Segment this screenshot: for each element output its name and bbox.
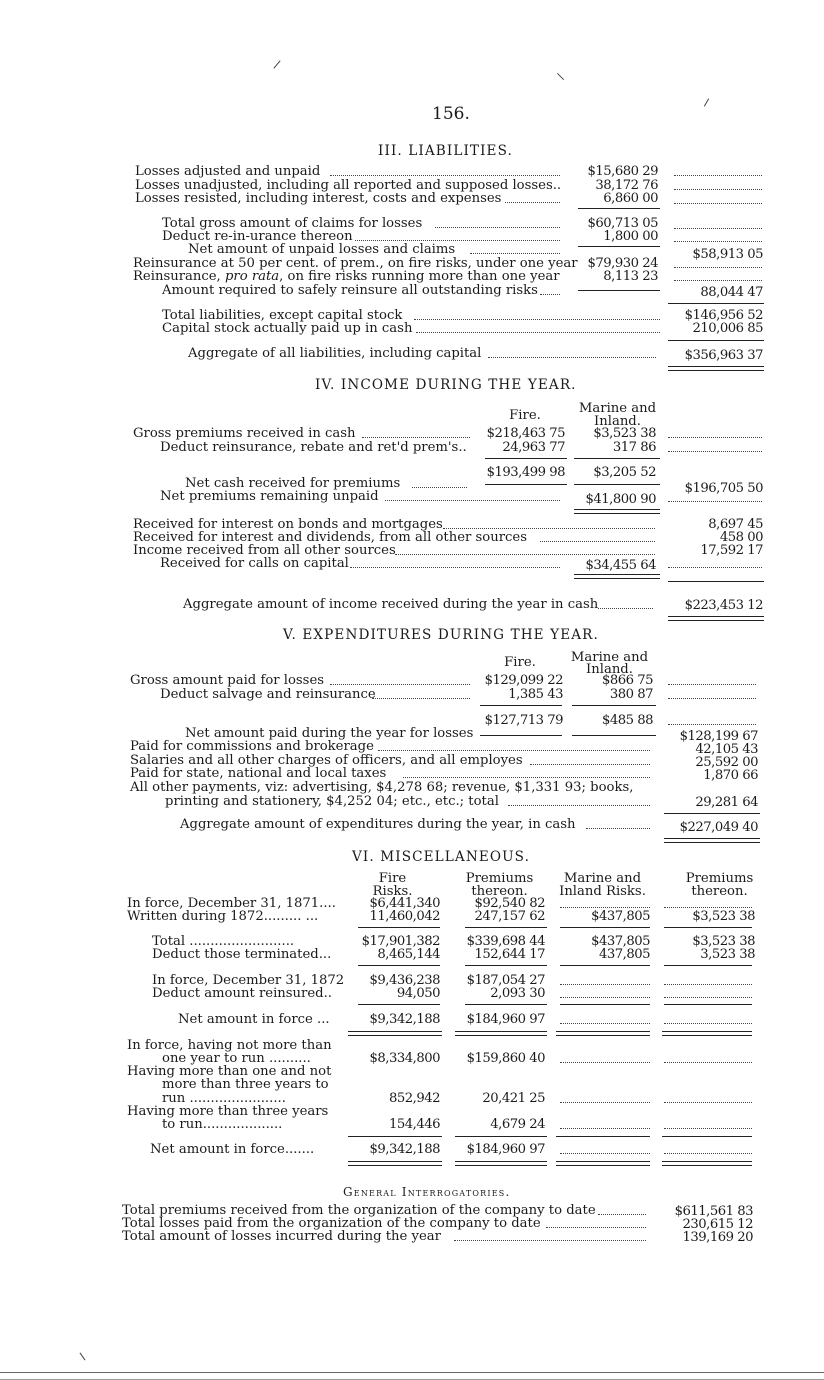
net-cash-label: Net cash received for premiums [185, 476, 401, 491]
net-force-label: Net amount in force....... [150, 1142, 315, 1157]
deduct-prem-fire: 24,963 77 [502, 440, 565, 455]
leader-dots [560, 1102, 650, 1103]
amount-reinsure-total: 88,044 47 [700, 285, 763, 300]
misc-row-label: Written during 1872......... ... [127, 909, 319, 924]
leader-dots [488, 357, 656, 358]
leader-dots [560, 1062, 650, 1063]
scan-edge [0, 1372, 824, 1380]
leader-dots [330, 175, 560, 176]
misc-row-label: Deduct amount reinsured.. [152, 986, 332, 1001]
total-double-rule [348, 1031, 442, 1036]
leader-dots [355, 240, 560, 241]
gen-premiums-label: Total premiums received from the organization of the company to date [122, 1203, 596, 1218]
stray-mark [557, 73, 564, 80]
leader-dots [668, 451, 762, 452]
misc-row-c3: $437,805 [591, 909, 650, 924]
sum-rule [348, 1136, 442, 1137]
losses-adjusted-label: Losses adjusted and unpaid [135, 164, 321, 179]
calls-capital-label: Received for calls on capital [160, 556, 349, 571]
leader-dots [403, 777, 650, 778]
sum-rule [560, 1004, 650, 1005]
force-1-line-b: one year to run .......... [162, 1051, 311, 1066]
aggregate-liabilities-total: $356,963 37 [684, 348, 763, 363]
leader-dots [414, 319, 660, 320]
exp-col-marine-1: Marine and [570, 650, 649, 665]
misc-row-c3: 437,805 [598, 947, 650, 962]
misc-row-label: In force, December 31, 1871.... [127, 896, 336, 911]
total-gross-label: Total gross amount of claims for losses [162, 216, 423, 231]
losses-unadjusted-label: Losses unadjusted, including all reported and supposed losses.. [135, 178, 562, 193]
leader-dots [664, 1023, 752, 1024]
stray-mark [273, 60, 280, 68]
gross-premiums-fire: $218,463 75 [486, 426, 565, 441]
force-3-line-b: to run................... [162, 1117, 283, 1132]
reins-50-value: $79,930 24 [587, 256, 658, 271]
leader-dots [674, 189, 762, 190]
interest-dividends-label: Received for interest and dividends, from all other sources [133, 530, 527, 545]
leader-dots [372, 698, 470, 699]
leader-dots [668, 567, 762, 568]
misc-col2-a: Premiums [465, 871, 534, 886]
interest-bonds-total: 8,697 45 [708, 517, 763, 532]
misc-row-c2: 152,644 17 [474, 947, 545, 962]
leader-dots [470, 253, 560, 254]
sum-rule [480, 705, 562, 706]
leader-dots [546, 1227, 646, 1228]
other-payments-line-2: printing and stationery, $4,252 04; etc., etc.; total [165, 794, 499, 809]
amount-reinsure-label: Amount required to safely reinsure all outstanding risks [162, 283, 538, 298]
gen-losses-incurred-label: Total amount of losses incurred during the year [122, 1229, 441, 1244]
deduct-reinsurance-value: 1,800 00 [603, 229, 658, 244]
leader-dots [412, 487, 467, 488]
leader-dots [443, 528, 655, 529]
leader-dots [586, 828, 650, 829]
total-double-rule [556, 1031, 650, 1036]
sum-rule [668, 340, 764, 341]
total-liabilities-total: $146,956 52 [684, 308, 763, 323]
sum-rule [572, 735, 656, 736]
leader-dots [530, 764, 650, 765]
misc-row-c2: $187,054 27 [466, 973, 545, 988]
aggregate-exp-label: Aggregate amount of expenditures during the year, in cash [180, 817, 576, 832]
leader-dots [560, 1023, 650, 1024]
leader-dots [674, 241, 762, 242]
leader-dots [664, 997, 752, 998]
exp-subtotal-marine: $485 88 [601, 713, 653, 728]
misc-row-c1: $9,342,188 [369, 1012, 440, 1027]
leader-dots [540, 541, 655, 542]
deduct-salvage-marine: 380 87 [609, 687, 653, 702]
gross-premiums-marine: $3,523 38 [593, 426, 656, 441]
force-1-c2: $159,860 40 [466, 1051, 545, 1066]
stray-mark [80, 1353, 86, 1361]
misc-row-label: Deduct those terminated... [152, 947, 332, 962]
net-unpaid-label: Net amount of unpaid losses and claims [188, 242, 456, 257]
income-col-fire: Fire. [509, 408, 541, 423]
force-3-c1: 154,446 [388, 1117, 440, 1132]
deduct-prem-marine: 317 86 [612, 440, 656, 455]
leader-dots [560, 997, 650, 998]
misc-col1-b: Risks. [372, 884, 413, 899]
total-double-rule [348, 1161, 442, 1166]
misc-row-label: Total ......................... [152, 934, 295, 949]
sum-rule [358, 965, 440, 966]
interest-dividends-total: 458 00 [719, 530, 763, 545]
other-sources-total: 17,592 17 [700, 543, 763, 558]
income-col-marine-2: Inland. [594, 414, 641, 429]
misc-col2-b: thereon. [471, 884, 528, 899]
misc-row-c4: $3,523 38 [692, 934, 755, 949]
sum-rule [572, 705, 656, 706]
leader-dots [560, 907, 650, 908]
total-liabilities-label: Total liabilities, except capital stock [162, 308, 403, 323]
leader-dots [664, 1102, 752, 1103]
losses-resisted-value: 6,860 00 [603, 191, 658, 206]
misc-row-c4: 3,523 38 [700, 947, 755, 962]
sum-rule [578, 246, 660, 247]
misc-col3-b: Inland Risks. [559, 884, 646, 899]
misc-col1-a: Fire [378, 871, 407, 886]
gross-losses-label: Gross amount paid for losses [130, 673, 325, 688]
misc-heading: VI. MISCELLANEOUS. [352, 849, 530, 865]
force-2-c2: 20,421 25 [482, 1091, 545, 1106]
leader-dots [362, 437, 470, 438]
net-force-c2: $184,960 97 [466, 1142, 545, 1157]
misc-row-c3: $437,805 [591, 934, 650, 949]
sum-rule [578, 290, 660, 291]
taxes-total: 1,870 66 [703, 768, 758, 783]
capital-stock-label: Capital stock actually paid up in cash [162, 321, 413, 336]
reins-pro-rata-label: Reinsurance, pro rata, on fire risks running more than one year [133, 269, 560, 284]
aggregate-liabilities-label: Aggregate of all liabilities, including capital [188, 346, 482, 361]
leader-dots [668, 698, 756, 699]
income-heading: IV. INCOME DURING THE YEAR. [315, 377, 577, 393]
expenditures-heading: V. EXPENDITURES DURING THE YEAR. [283, 627, 599, 643]
total-double-rule [662, 1031, 752, 1036]
leader-dots [330, 684, 470, 685]
sum-rule [668, 581, 764, 582]
sum-rule [574, 484, 660, 485]
taxes-label: Paid for state, national and local taxes [130, 766, 387, 781]
sum-rule [664, 965, 752, 966]
leader-dots [674, 267, 762, 268]
sum-rule [668, 303, 764, 304]
misc-col4-a: Premiums [685, 871, 754, 886]
sum-rule [578, 208, 660, 209]
deduct-salvage-label: Deduct salvage and reinsurance [160, 687, 376, 702]
sum-rule [664, 927, 752, 928]
other-payments-total: 29,281 64 [695, 795, 758, 810]
sum-rule [664, 1004, 752, 1005]
gen-losses-incurred-total: 139,169 20 [682, 1230, 753, 1245]
leader-dots [674, 280, 762, 281]
force-3-c2: 4,679 24 [490, 1117, 545, 1132]
misc-row-c4: $3,523 38 [692, 909, 755, 924]
total-double-rule [455, 1031, 547, 1036]
total-double-rule [668, 616, 764, 621]
sum-rule [556, 1136, 650, 1137]
leader-dots [508, 805, 650, 806]
sum-rule [455, 1136, 547, 1137]
leader-dots [416, 332, 660, 333]
gross-losses-fire: $129,099 22 [484, 673, 563, 688]
misc-row-c1: $17,901,382 [361, 934, 440, 949]
leader-dots [674, 203, 762, 204]
net-prem-unpaid-label: Net premiums remaining unpaid [160, 489, 379, 504]
total-double-rule [664, 838, 760, 843]
leader-dots [350, 567, 560, 568]
leader-dots [668, 724, 756, 725]
sum-rule [560, 965, 650, 966]
capital-stock-total: 210,006 85 [692, 321, 763, 336]
losses-unadjusted-value: 38,172 76 [595, 178, 658, 193]
sum-rule [662, 1136, 752, 1137]
total-double-rule [668, 366, 764, 371]
misc-row-c2: $339,698 44 [466, 934, 545, 949]
income-subtotal-marine: $3,205 52 [593, 465, 656, 480]
misc-col4-b: thereon. [691, 884, 748, 899]
force-2-c1: 852,942 [388, 1091, 440, 1106]
misc-row-c2: 247,157 62 [474, 909, 545, 924]
aggregate-income-label: Aggregate amount of income received during the year in cash [183, 597, 599, 612]
page-number: 156. [432, 104, 470, 124]
net-losses-total: $128,199 67 [679, 729, 758, 744]
leader-dots [540, 294, 560, 295]
stray-mark [704, 98, 709, 106]
other-sources-label: Income received from all other sources [133, 543, 396, 558]
gross-losses-marine: $866 75 [601, 673, 653, 688]
leader-dots [435, 227, 560, 228]
sum-rule [664, 813, 760, 814]
salaries-total: 25,592 00 [695, 755, 758, 770]
leader-dots [668, 684, 756, 685]
misc-row-c2: 2,093 30 [490, 986, 545, 1001]
deduct-prem-label: Deduct reinsurance, rebate and ret'd prem's.. [160, 440, 467, 455]
gross-premiums-label: Gross premiums received in cash [133, 426, 356, 441]
leader-dots [454, 1240, 646, 1241]
leader-dots [395, 554, 655, 555]
losses-resisted-label: Losses resisted, including interest, costs and expenses [135, 191, 502, 206]
sum-rule [480, 735, 562, 736]
deduct-salvage-fire: 1,385 43 [508, 687, 563, 702]
leader-dots [674, 175, 762, 176]
misc-row-label: In force, December 31, 1872 [152, 973, 345, 988]
leader-dots [664, 984, 752, 985]
commissions-total: 42,105 43 [695, 742, 758, 757]
sum-rule [574, 458, 660, 459]
income-subtotal-fire: $193,499 98 [486, 465, 565, 480]
force-1-line-a: In force, having not more than [127, 1038, 332, 1053]
leader-dots [378, 750, 650, 751]
total-double-rule [455, 1161, 547, 1166]
total-double-rule [574, 509, 660, 514]
gen-premiums-total: $611,561 83 [674, 1204, 753, 1219]
leader-dots [560, 1128, 650, 1129]
net-cash-total: $196,705 50 [684, 481, 763, 496]
total-double-rule [556, 1161, 650, 1166]
exp-col-marine-2: Inland. [586, 662, 633, 677]
leader-dots [664, 1128, 752, 1129]
losses-adjusted-value: $15,680 29 [587, 164, 658, 179]
leader-dots [598, 608, 653, 609]
misc-col3-a: Marine and [563, 871, 642, 886]
force-1-c1: $8,334,800 [369, 1051, 440, 1066]
leader-dots [385, 500, 560, 501]
total-gross-value: $60,713 05 [587, 216, 658, 231]
misc-row-c1: 8,465,144 [377, 947, 440, 962]
interest-bonds-label: Received for interest on bonds and mortgages [133, 517, 443, 532]
reins-50-label: Reinsurance at 50 per cent. of prem., on fire risks, under one year [133, 256, 578, 271]
force-2-line-c: run ....................... [162, 1091, 286, 1106]
commissions-label: Paid for commissions and brokerage [130, 739, 374, 754]
income-col-marine-1: Marine and [578, 401, 657, 416]
sum-rule [465, 965, 547, 966]
deduct-reinsurance-label: Deduct re-in-urance thereon [162, 229, 353, 244]
leader-dots [505, 202, 560, 203]
reins-pro-rata-value: 8,113 23 [603, 269, 658, 284]
gen-losses-paid-label: Total losses paid from the organization of the company to date [122, 1216, 541, 1231]
misc-row-c2: $92,540 82 [474, 896, 545, 911]
total-double-rule [574, 574, 660, 579]
misc-row-c1: $6,441,340 [369, 896, 440, 911]
misc-row-c1: 94,050 [396, 986, 440, 1001]
exp-col-fire: Fire. [504, 655, 536, 670]
aggregate-income-total: $223,453 12 [684, 598, 763, 613]
liabilities-heading: III. LIABILITIES. [378, 143, 513, 159]
sum-rule [560, 927, 650, 928]
force-2-line-a: Having more than one and not [127, 1064, 332, 1079]
gen-losses-paid-total: 230,615 12 [682, 1217, 753, 1232]
sum-rule [465, 1004, 547, 1005]
calls-capital-value: $34,455 64 [585, 558, 656, 573]
leader-dots [664, 907, 752, 908]
misc-row-c1: $9,436,238 [369, 973, 440, 988]
other-payments-line-1: All other payments, viz: advertising, $4,278 68; revenue, $1,331 93; books, [130, 780, 634, 795]
leader-dots [664, 1153, 752, 1154]
leader-dots [598, 1214, 646, 1215]
net-force-c1: $9,342,188 [369, 1142, 440, 1157]
general-heading: General Interrogatories. [343, 1185, 511, 1199]
net-losses-label: Net amount paid during the year for losses [185, 726, 474, 741]
leader-dots [560, 984, 650, 985]
sum-rule [358, 1004, 440, 1005]
sum-rule [485, 484, 567, 485]
leader-dots [668, 501, 762, 502]
aggregate-exp-total: $227,049 40 [679, 820, 758, 835]
sum-rule [465, 927, 547, 928]
misc-row-c1: 11,460,042 [369, 909, 440, 924]
misc-row-c2: $184,960 97 [466, 1012, 545, 1027]
leader-dots [664, 1062, 752, 1063]
salaries-label: Salaries and all other charges of officers, and all employes [130, 753, 523, 768]
misc-row-label: Net amount in force ... [178, 1012, 330, 1027]
total-double-rule [662, 1161, 752, 1166]
net-prem-unpaid-value: $41,800 90 [585, 492, 656, 507]
sum-rule [485, 458, 567, 459]
force-2-line-b: more than three years to [162, 1077, 329, 1092]
exp-subtotal-fire: $127,713 79 [484, 713, 563, 728]
sum-rule [358, 927, 440, 928]
force-3-line-a: Having more than three years [127, 1104, 329, 1119]
leader-dots [674, 228, 762, 229]
leader-dots [668, 437, 762, 438]
net-unpaid-total: $58,913 05 [692, 247, 763, 262]
leader-dots [560, 1153, 650, 1154]
